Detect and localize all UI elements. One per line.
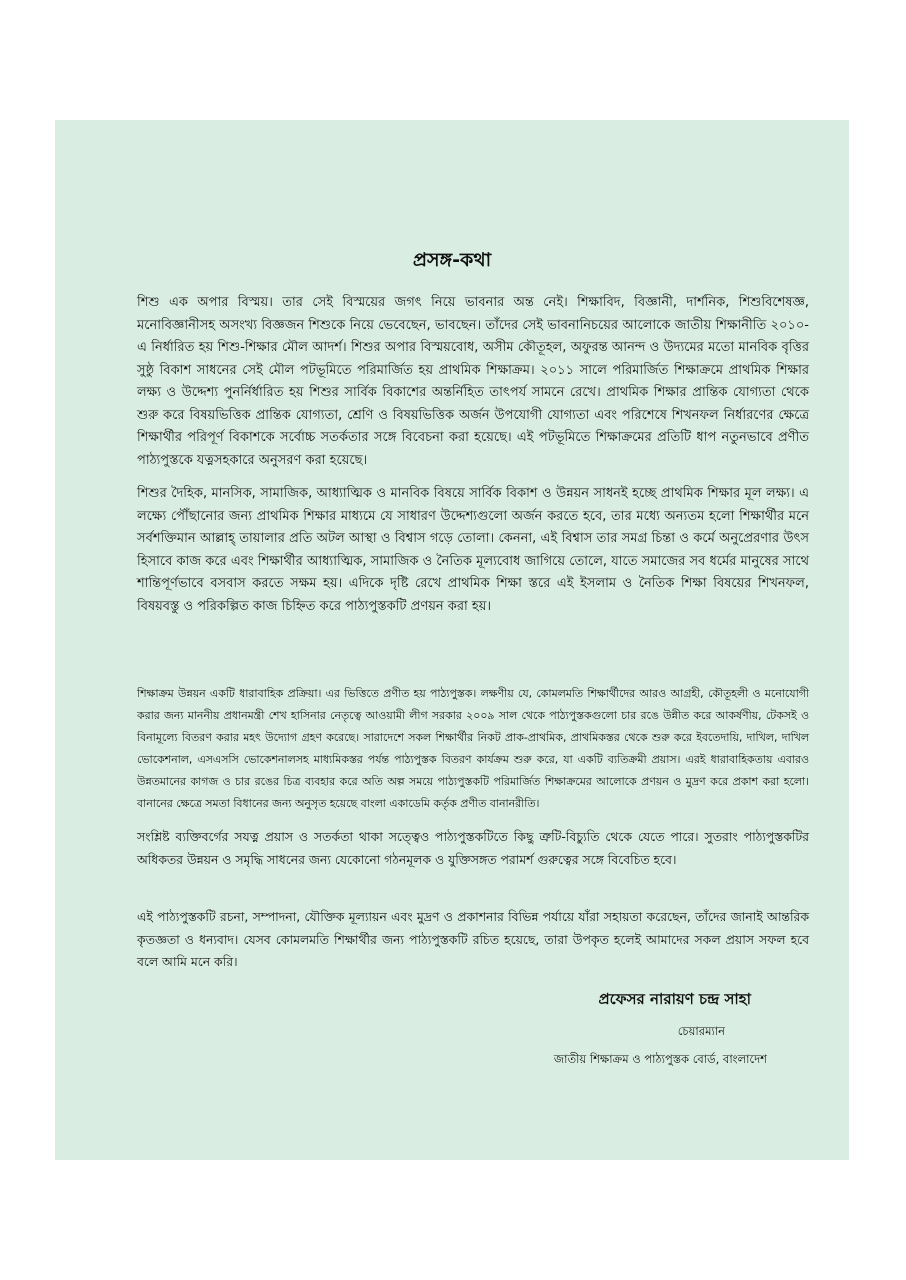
preface-paragraph-3: শিক্ষাক্রম উন্নয়ন একটি ধারাবাহিক প্রক্রিয়া। এর ভিত্তিতে প্রণীত হয় পাঠ্যপুস্তক। লক্ষণীয় যে, কোমলমতি শিক্ষার্থীদের আরও আগ্রহী, কৌতূহলী ও মনোযোগী করার জন্য মাননীয় প্রধানমন্ত্রী শেখ হাসিনার নেতৃত্বে আওয়ামী লীগ সরকার ২০০৯ সাল থেকে পাঠ্যপুস্তকগুলো চার রঙে উন্নীত করে আকর্ষণীয়, টেকসই ও বিনামূল্যে বিতরণ করার মহৎ উদ্যোগ গ্রহণ করেছে। সারাদেশে সকল শিক্ষার্থীর নিকট প্রাক-প্রাথমিক, প্রাথমিকস্তর থেকে শুরু করে ইবতেদায়ি, দাখিল, দাখিল ভোকেশনাল, এসএসসি ভোকেশনালসহ মাধ্যমিকস্তর পর্যন্ত পাঠ্যপুস্তক বিতরণ কার্যক্রম শুরু করে, যা একটি ব্যতিক্রমী প্রয়াস। এরই ধারাবাহিকতায় এবারও উন্নতমানের কাগজ ও চার রঙের চিত্র ব্যবহার করে অতি অল্প সময়ে পাঠ্যপুস্তকটি পরিমার্জিত শিক্ষাক্রমের আলোকে প্রণয়ন ও মুদ্রণ করে প্রকাশ করা হলো। বানানের ক্ষেত্রে সমতা বিধানের জন্য অনুসৃত হয়েছে বাংলা একাডেমি কর্তৃক প্রণীত বানানরীতি।	[137, 687, 809, 811]
preface-paragraph-1: শিশু এক অপার বিস্ময়। তার সেই বিস্ময়ের জগৎ নিয়ে ভাবনার অন্ত নেই। শিক্ষাবিদ, বিজ্ঞানী, দার্শনিক, শিশুবিশেষজ্ঞ, মনোবিজ্ঞানীসহ অসংখ্য বিজ্ঞজন শিশুকে নিয়ে ভেবেছেন, ভাবছেন। তাঁদের সেই ভাবনানিচয়ের আলোকে জাতীয় শিক্ষানীতি ২০১০-এ নির্ধারিত হয় শিশু-শিক্ষার মৌল আদর্শ। শিশুর অপার বিস্ময়বোধ, অসীম কৌতূহল, অফুরন্ত আনন্দ ও উদ্যমের মতো মানবিক বৃত্তির সুষ্ঠু বিকাশ সাধনের সেই মৌল পটভূমিতে পরিমার্জিত হয় প্রাথমিক শিক্ষাক্রম। ২০১১ সালে পরিমার্জিত শিক্ষাক্রমে প্রাথমিক শিক্ষার লক্ষ্য ও উদ্দেশ্য পুনর্নির্ধারিত হয় শিশুর সার্বিক বিকাশের অন্তর্নিহিত তাৎপর্য সামনে রেখে। প্রাথমিক শিক্ষার প্রান্তিক যোগ্যতা থেকে শুরু করে বিষয়ভিত্তিক প্রান্তিক যোগ্যতা, শ্রেণি ও বিষয়ভিত্তিক অর্জন উপযোগী যোগ্যতা এবং পরিশেষে শিখনফল নির্ধারণের ক্ষেত্রে শিক্ষার্থীর পরিপূর্ণ বিকাশকে সর্বোচ্চ সতর্কতার সঙ্গে বিবেচনা করা হয়েছে। এই পটভূমিতে শিক্ষাক্রমের প্রতিটি ধাপ নতুনভাবে প্রণীত পাঠ্যপুস্তকে যত্নসহকারে অনুসরণ করা হয়েছে।	[137, 295, 809, 468]
signatory-organization: জাতীয় শিক্ষাক্রম ও পাঠ্যপুস্তক বোর্ড, বাংলাদেশ	[553, 1052, 767, 1066]
preface-page	[55, 120, 849, 1160]
signatory-role: চেয়ারম্যান	[677, 1024, 725, 1038]
signatory-name: প্রফেসর নারায়ণ চন্দ্র সাহা	[598, 990, 751, 1008]
preface-paragraph-5: এই পাঠ্যপুস্তকটি রচনা, সম্পাদনা, যৌক্তিক মূল্যায়ন এবং মুদ্রণ ও প্রকাশনার বিভিন্ন পর্যায়ে যাঁরা সহায়তা করেছেন, তাঁদের জানাই আন্তরিক কৃতজ্ঞতা ও ধন্যবাদ। যেসব কোমলমতি শিক্ষার্থীর জন্য পাঠ্যপুস্তকটি রচিত হয়েছে, তারা উপকৃত হলেই আমাদের সকল প্রয়াস সফল হবে বলে আমি মনে করি।	[137, 909, 809, 969]
page-title: প্রসঙ্গ-কথা	[412, 249, 492, 271]
preface-paragraph-2: শিশুর দৈহিক, মানসিক, সামাজিক, আধ্যাত্মিক ও মানবিক বিষয়ে সার্বিক বিকাশ ও উন্নয়ন সাধনই হচ্ছে প্রাথমিক শিক্ষার মূল লক্ষ্য। এ লক্ষ্যে পৌঁছানোর জন্য প্রাথমিক শিক্ষার মাধ্যমে যে সাধারণ উদ্দেশ্যগুলো অর্জন করতে হবে, তার মধ্যে অন্যতম হলো শিক্ষার্থীর মনে সর্বশক্তিমান আল্লাহ্ তায়ালার প্রতি অটল আস্থা ও বিশ্বাস গড়ে তোলা। কেননা, এই বিশ্বাস তার সমগ্র চিন্তা ও কর্মে অনুপ্রেরণার উৎস হিসাবে কাজ করে এবং শিক্ষার্থীর আধ্যাত্মিক, সামাজিক ও নৈতিক মূল্যবোধ জাগিয়ে তোলে, যাতে সমাজের সব ধর্মের মানুষের সাথে শান্তিপূর্ণভাবে বসবাস করতে সক্ষম হয়। এদিকে দৃষ্টি রেখে প্রাথমিক শিক্ষা স্তরে এই ইসলাম ও নৈতিক শিক্ষা বিষয়ের শিখনফল, বিষয়বস্তু ও পরিকল্পিত কাজ চিহ্নিত করে পাঠ্যপুস্তকটি প্রণয়ন করা হয়।	[137, 486, 809, 614]
preface-paragraph-4: সংশ্লিষ্ট ব্যক্তিবর্গের সযত্ন প্রয়াস ও সতর্কতা থাকা সত্ত্বেও পাঠ্যপুস্তকটিতে কিছু ত্রুটি-বিচ্যুতি থেকে যেতে পারে। সুতরাং পাঠ্যপুস্তকটির অধিকতর উন্নয়ন ও সমৃদ্ধি সাধনের জন্য যেকোনো গঠনমূলক ও যুক্তিসঙ্গত পরামর্শ গুরুত্বের সঙ্গে বিবেচিত হবে।	[137, 829, 809, 867]
